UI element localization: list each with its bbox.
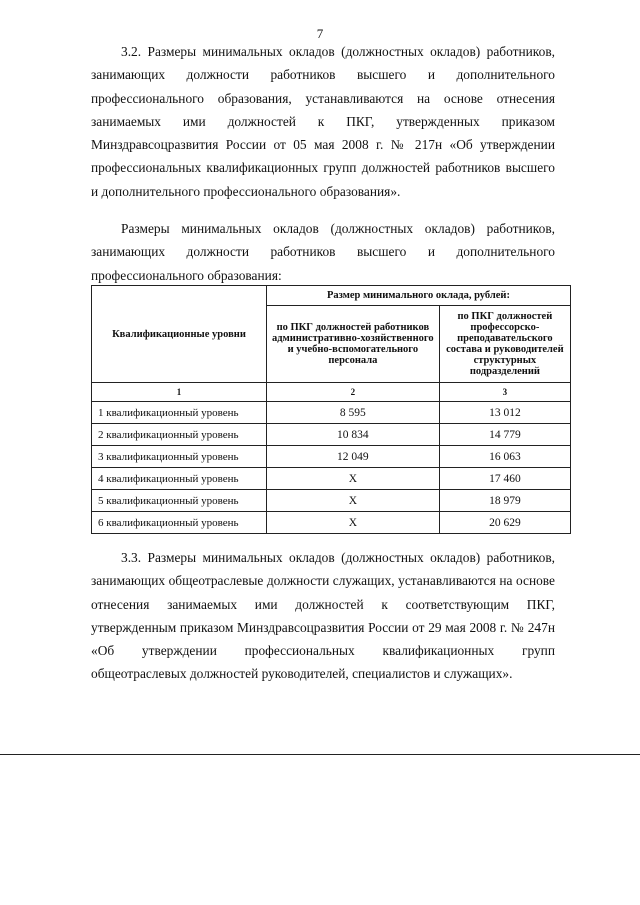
level-cell: 1 квалификационный уровень [92,402,267,424]
level-cell: 4 квалификационный уровень [92,468,267,490]
salary-table [91,285,571,534]
pps-salary-cell: 17 460 [439,468,570,490]
ahp-salary-cell: 8 595 [266,402,439,424]
page-number: 7 [316,26,324,41]
ahp-salary-cell: 10 834 [266,424,439,446]
table-row [92,490,571,512]
pps-salary-cell: 18 979 [439,490,570,512]
pps-salary-cell: 16 063 [439,446,570,468]
level-cell: 6 квалификационный уровень [92,512,267,534]
ahp-salary-cell: X [266,490,439,512]
column-number-row [92,383,571,402]
page-bottom-divider [0,754,640,755]
paragraph-3-3: 3.3. Размеры минимальных окладов (должностных окладов) работников, занимающих общеотраслевые должности служащих, устанавливаются на основе отнесения занимаемых ими должностей к соответствующим ПКГ, утвержденным приказом Минздравсоцразвития России от 29 мая 2008 г. № 247н «Об утверждении профессиональных квалификационных групп общеотраслевых должностей руководителей, специалистов и служащих». [91,550,555,682]
column-number: 1 [92,383,267,402]
table-row [92,446,571,468]
ahp-salary-cell: 12 049 [266,446,439,468]
header-ahp-column: по ПКГ должностей работников административно-хозяйственного и учебно-вспомогательного персонала [266,306,439,383]
table-row [92,424,571,446]
paragraph-3-2: 3.2. Размеры минимальных окладов (должностных окладов) работников, занимающих должности работников высшего и дополнительного профессионального образования, устанавливаются на основе отнесения занимаемых ими должностей к ПКГ, утвержденных приказом Минздравсоцразвития России от 05 мая 2008 г. № 217н «Об утверждении профессиональных квалификационных групп должностей работников высшего и дополнительного профессионального образования». [91,44,555,199]
ahp-salary-cell: X [266,468,439,490]
table-row [92,512,571,534]
level-cell: 3 квалификационный уровень [92,446,267,468]
level-cell: 2 квалификационный уровень [92,424,267,446]
table-row [92,468,571,490]
pps-salary-cell: 14 779 [439,424,570,446]
level-cell: 5 квалификационный уровень [92,490,267,512]
ahp-salary-cell: X [266,512,439,534]
table-row [92,402,571,424]
pps-salary-cell: 13 012 [439,402,570,424]
paragraph-table-intro: Размеры минимальных окладов (должностных окладов) работников, занимающих должности работников высшего и дополнительного профессионального образования: [91,221,555,283]
header-salary-group: Размер минимального оклада, рублей: [266,286,570,306]
header-qualification-levels: Квалификационные уровни [92,286,267,383]
table-header-row [92,286,571,306]
column-number: 2 [266,383,439,402]
header-pps-column: по ПКГ должностей профессорско-преподавательского состава и руководителей структурных подразделений [439,306,570,383]
column-number: 3 [439,383,570,402]
pps-salary-cell: 20 629 [439,512,570,534]
